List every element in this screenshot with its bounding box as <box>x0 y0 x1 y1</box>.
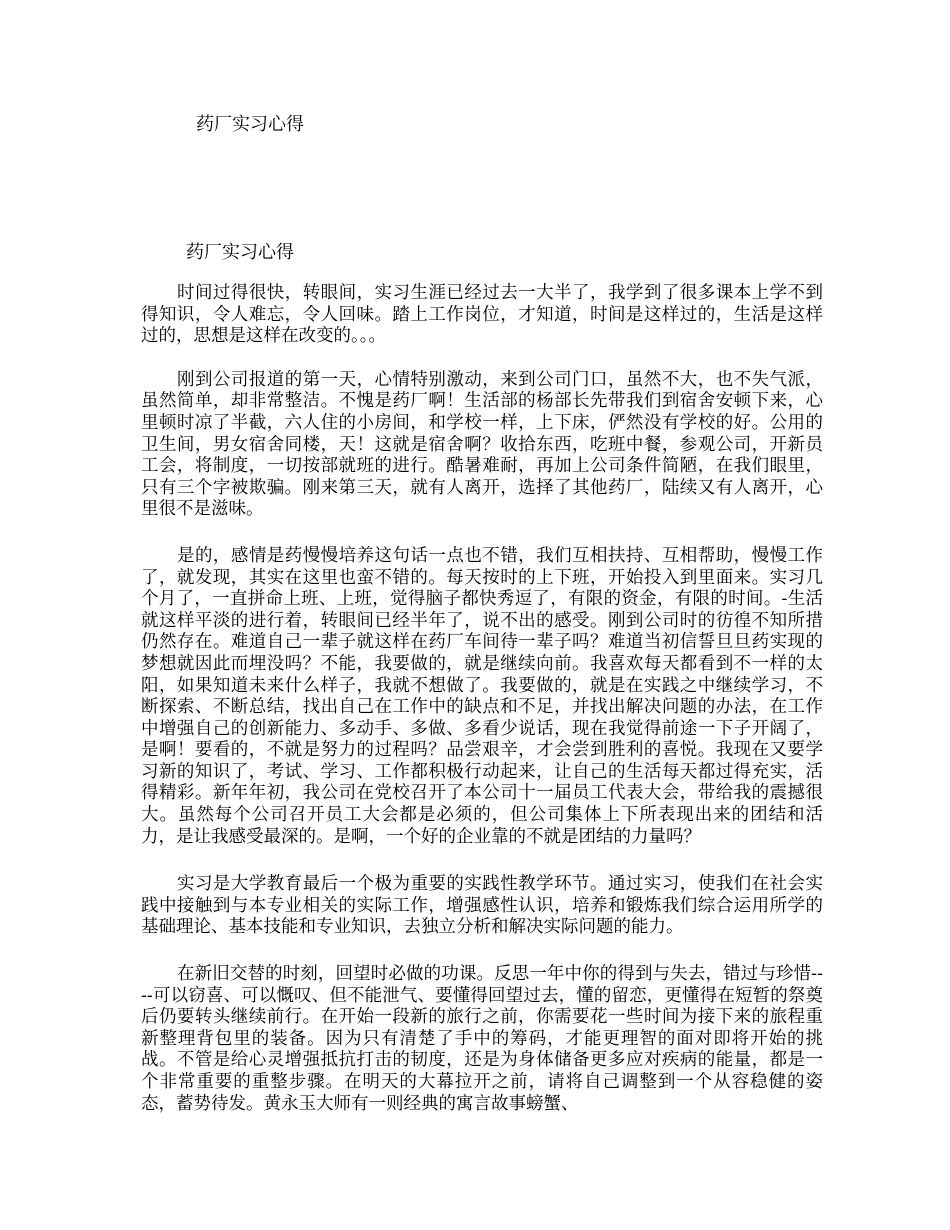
document-body <box>141 283 823 1140</box>
document-title: 药厂实习心得 <box>186 242 294 263</box>
paragraph: 时间过得很快，转眼间，实习生涯已经过去一大半了，我学到了很多课本上学不到得知识，令人难忘，令人回味。踏上工作岗位，才知道，时间是这样过的，生活是这样过的，思想是这样在改变的。。。 <box>141 283 823 347</box>
paragraph: 是的，感情是药慢慢培养这句话一点也不错，我们互相扶持、互相帮助，慢慢工作了，就发现，其实在这里也蛮不错的。每天按时的上下班，开始投入到里面来。实习几个月了，一直拼命上班、上班，觉得脑子都快秀逗了，有限的资金，有限的时间。-生活就这样平淡的进行着，转眼间已经半年了，说不出的感受。刚到公司时的彷徨不知所措仍然存在。难道自己一辈子就这样在药厂车间待一辈子吗？难道当初信誓旦旦药实现的梦想就因此而埋没吗？不能，我要做的，就是继续向前。我喜欢每天都看到不一样的太阳，如果知道未来什么样子，我就不想做了。我要做的，就是在实践之中继续学习，不断探索、不断总结，找出自己在工作中的缺点和不足，并找出解决问题的办法，在工作中增强自己的创新能力、多动手、多做、多看少说话，现在我觉得前途一下子开阔了，是啊！要看的，不就是努力的过程吗？品尝艰辛，才会尝到胜利的喜悦。我现在又要学习新的知识了，考试、学习、工作都积极行动起来，让自己的生活每天都过得充实，活得精彩。新年年初，我公司在党校召开了本公司十一届员工代表大会，带给我的震撼很大。虽然每个公司召开员工大会都是必须的，但公司集体上下所表现出来的团结和活力，是让我感受最深的。是啊，一个好的企业靠的不就是团结的力量吗？ <box>141 545 823 847</box>
paragraph: 刚到公司报道的第一天，心情特别激动，来到公司门口，虽然不大，也不失气派，虽然简单，却非常整洁。不愧是药厂啊！生活部的杨部长先带我们到宿舍安顿下来，心里顿时凉了半截，六人住的小房间，和学校一样，上下床，俨然没有学校的好。公用的卫生间，男女宿舍同楼，天！这就是宿舍啊？收拾东西，吃班中餐，参观公司，开新员工会，将制度，一切按部就班的进行。酷暑难耐，再加上公司条件简陋，在我们眼里，只有三个字被欺骗。刚来第三天，就有人离开，选择了其他药厂，陆续又有人离开，心里很不是滋味。 <box>141 369 823 520</box>
paragraph: 在新旧交替的时刻，回望时必做的功课。反思一年中你的得到与失去，错过与珍惜----可以窃喜、可以慨叹、但不能泄气、要懂得回望过去，懂的留恋，更懂得在短暂的祭奠后仍要转头继续前行。在开始一段新的旅行之前，你需要花一些时间为接下来的旅程重新整理背包里的装备。因为只有清楚了手中的筹码，才能更理智的面对即将开始的挑战。不管是给心灵增强抵抗打击的韧度，还是为身体储备更多应对疾病的能量，都是一个非常重要的重整步骤。在明天的大幕拉开之前，请将自己调整到一个从容稳健的姿态，蓄势待发。黄永玉大师有一则经典的寓言故事螃蟹、 <box>141 964 823 1114</box>
header-title: 药厂实习心得 <box>196 114 304 135</box>
paragraph: 实习是大学教育最后一个极为重要的实践性教学环节。通过实习，使我们在社会实践中接触到与本专业相关的实际工作，增强感性认识，培养和锻炼我们综合运用所学的基础理论、基本技能和专业知识，去独立分析和解决实际问题的能力。 <box>141 874 823 938</box>
